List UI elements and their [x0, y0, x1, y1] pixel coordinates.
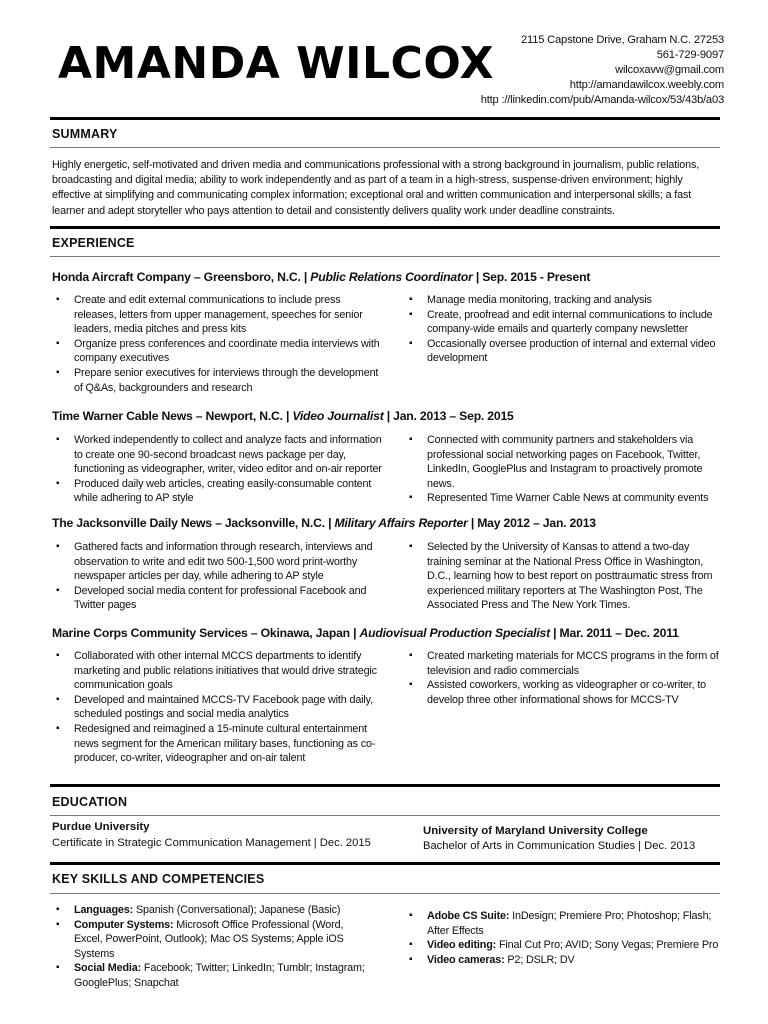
skill-label: Social Media: [74, 962, 142, 975]
job-title-honda [52, 270, 590, 284]
address: 2115 Capstone Drive, Graham N.C. 27253 [520, 34, 724, 46]
list-item: ▪ Produced daily web articles, creating easily-consumable content while adhering to AP style [52, 477, 384, 506]
section-title-skills: KEY SKILLS AND COMPETENCIES [52, 872, 265, 886]
list-item: ▪ Assisted coworkers, working as videographer or co-writer, to develop three other informational shows for MCCS-TV [405, 678, 723, 707]
linkedin-link[interactable]: http ://linkedin.com/pub/Amanda-wilcox/53/43b/a03 [480, 94, 724, 106]
education-degree-purdue: Certificate in Strategic Communication Management | Dec. 2015 [52, 837, 371, 849]
divider-heavy [50, 784, 720, 787]
list-item: ▪ Developed and maintained MCCS-TV Facebook page with daily, scheduled postings and social media analytics [52, 693, 392, 722]
job-role: Public Relations Coordinator [310, 270, 473, 284]
list-item: ▪ Worked independently to collect and analyze facts and information to create one 90-second broadcast news package per day, functioning as videographer, writer, video editor and on-air reporter [52, 433, 384, 477]
job-company: Marine Corps Community Services – Okinawa, Japan | [52, 626, 357, 640]
skill-label: Video cameras: [427, 953, 505, 966]
section-title-summary: SUMMARY [52, 127, 118, 141]
list-item: ▪ Prepare senior executives for interviews through the development of Q&As, backgrounders and research [52, 366, 384, 395]
phone: 561-729-9097 [656, 49, 724, 61]
website-link[interactable]: http://amandawilcox.weebly.com [569, 79, 724, 91]
education-school-purdue: Purdue University [52, 821, 150, 833]
job-bullets-right [405, 540, 723, 613]
divider-light [50, 815, 720, 816]
job-company: Honda Aircraft Company – Greensboro, N.C. | [52, 270, 308, 284]
section-title-education: EDUCATION [52, 795, 128, 809]
job-title-mccs [52, 626, 679, 640]
list-item: ▪ Gathered facts and information through research, interviews and observation to write and edit two 500-1,500 word print-worthy newspaper articles per day, while adhering to AP style [52, 540, 384, 584]
divider-heavy [50, 117, 720, 120]
skill-item [52, 903, 374, 918]
job-role: Military Affairs Reporter [334, 516, 468, 530]
job-role: Audiovisual Production Specialist [359, 626, 550, 640]
list-item: ▪ Create and edit external communications to include press releases, letters from upper management, speeches for senior leaders, media pitches and press kits [52, 293, 384, 337]
job-dates: | May 2012 – Jan. 2013 [470, 516, 596, 530]
skill-value: Facebook; Twitter; LinkedIn; Tumblr; Instagram; GooglePlus; Snapchat [74, 962, 365, 989]
skill-value: Final Cut Pro; AVID; Sony Vegas; Premiere Pro [496, 939, 719, 952]
list-item: ▪ Selected by the University of Kansas to attend a two-day training seminar at the National Press Office in Washington, D.C., learning how to best report on posttraumatic stress from experienced military reporters at The Washington Post, The Associated Press and The New York Times. [405, 540, 723, 613]
skill-item [52, 918, 374, 962]
list-item: ▪ Occasionally oversee production of internal and external video development [405, 337, 723, 366]
job-bullets-left [52, 433, 384, 506]
job-bullets-left [52, 540, 384, 613]
list-item: ▪ Developed social media content for professional Facebook and Twitter pages [52, 584, 384, 613]
job-role: Video Journalist [292, 409, 384, 423]
skills-list-left [52, 903, 374, 991]
list-item: ▪ Redesigned and reimagined a 15-minute cultural entertainment news segment for the American military bases, functioning as co-producer, co-writer, videographer and on-air talent [52, 722, 392, 766]
job-bullets-left [52, 649, 392, 766]
job-bullets-right [405, 293, 723, 366]
skill-value: P2; DSLR; DV [504, 953, 575, 966]
skill-value: InDesign; Premiere Pro; Photoshop; Flash; After Effects [427, 910, 712, 937]
list-item: ▪ Organize press conferences and coordinate media interviews with company executives [52, 337, 384, 366]
skill-label: Computer Systems: [74, 918, 174, 931]
skill-label: Video editing: [427, 939, 497, 952]
skill-label: Languages: [74, 904, 134, 916]
job-dates: | Mar. 2011 – Dec. 2011 [553, 626, 679, 640]
job-bullets-left [52, 293, 384, 395]
skill-value: Spanish (Conversational); Japanese (Basic) [133, 904, 341, 916]
summary-text: Highly energetic, self-motivated and driven media and communications professional with a strong background in journalism, public relations, broadcasting and digital media; ability to work independently and as part of a team in a high-stress, suspense-driven environment; highly effective at simplifying and communicating complex information; exceptional oral and written communication and interpersonal skills; a fast learner and adept storyteller who pays attention to detail and consistently delivers quality work under deadline constraints. [52, 159, 700, 217]
divider-light [50, 147, 720, 148]
divider-heavy [50, 226, 720, 229]
job-bullets-right [405, 433, 723, 506]
section-title-experience: EXPERIENCE [52, 236, 135, 250]
list-item: ▪ Manage media monitoring, tracking and analysis [405, 293, 723, 308]
list-item: ▪ Represented Time Warner Cable News at community events [405, 491, 723, 506]
job-dates: | Jan. 2013 – Sep. 2015 [386, 409, 514, 423]
job-company: Time Warner Cable News – Newport, N.C. | [52, 409, 290, 423]
list-item: ▪ Create, proofread and edit internal communications to include company-wide emails and quarterly company newsletter [405, 308, 723, 337]
skill-item [405, 938, 723, 953]
job-company: The Jacksonville Daily News – Jacksonville, N.C. | [52, 516, 332, 530]
skill-item [405, 953, 723, 968]
divider-heavy [50, 862, 720, 865]
education-school-umuc: University of Maryland University College [423, 825, 648, 837]
email-link[interactable]: wilcoxavw@gmail.com [615, 64, 724, 76]
skill-label: Adobe CS Suite: [427, 910, 510, 922]
skill-value: Microsoft Office Professional (Word, Excel, PowerPoint, Outlook); Mac OS Systems; Apple iOS Systems [74, 918, 344, 960]
contact-block [481, 33, 724, 108]
skills-list-right [405, 909, 723, 967]
divider-light [50, 893, 720, 894]
candidate-name: AMANDA WILCOX [58, 38, 495, 89]
list-item: ▪ Created marketing materials for MCCS programs in the form of television and radio commercials [405, 649, 723, 678]
divider-light [50, 256, 720, 257]
job-title-twc [52, 409, 514, 423]
education-degree-umuc: Bachelor of Arts in Communication Studies | Dec. 2013 [423, 840, 696, 852]
job-dates: | Sep. 2015 - Present [475, 270, 591, 284]
job-bullets-right [405, 649, 723, 707]
skill-item [52, 961, 374, 990]
skill-item [405, 909, 723, 938]
job-title-jdn [52, 516, 596, 530]
list-item: ▪ Collaborated with other internal MCCS departments to identify marketing and public relations initiatives that would drive strategic communication goals [52, 649, 392, 693]
list-item: ▪ Connected with community partners and stakeholders via professional social networking pages on Facebook, Twitter, LinkedIn, GooglePlus and Instagram to proactively promote news. [405, 433, 723, 491]
